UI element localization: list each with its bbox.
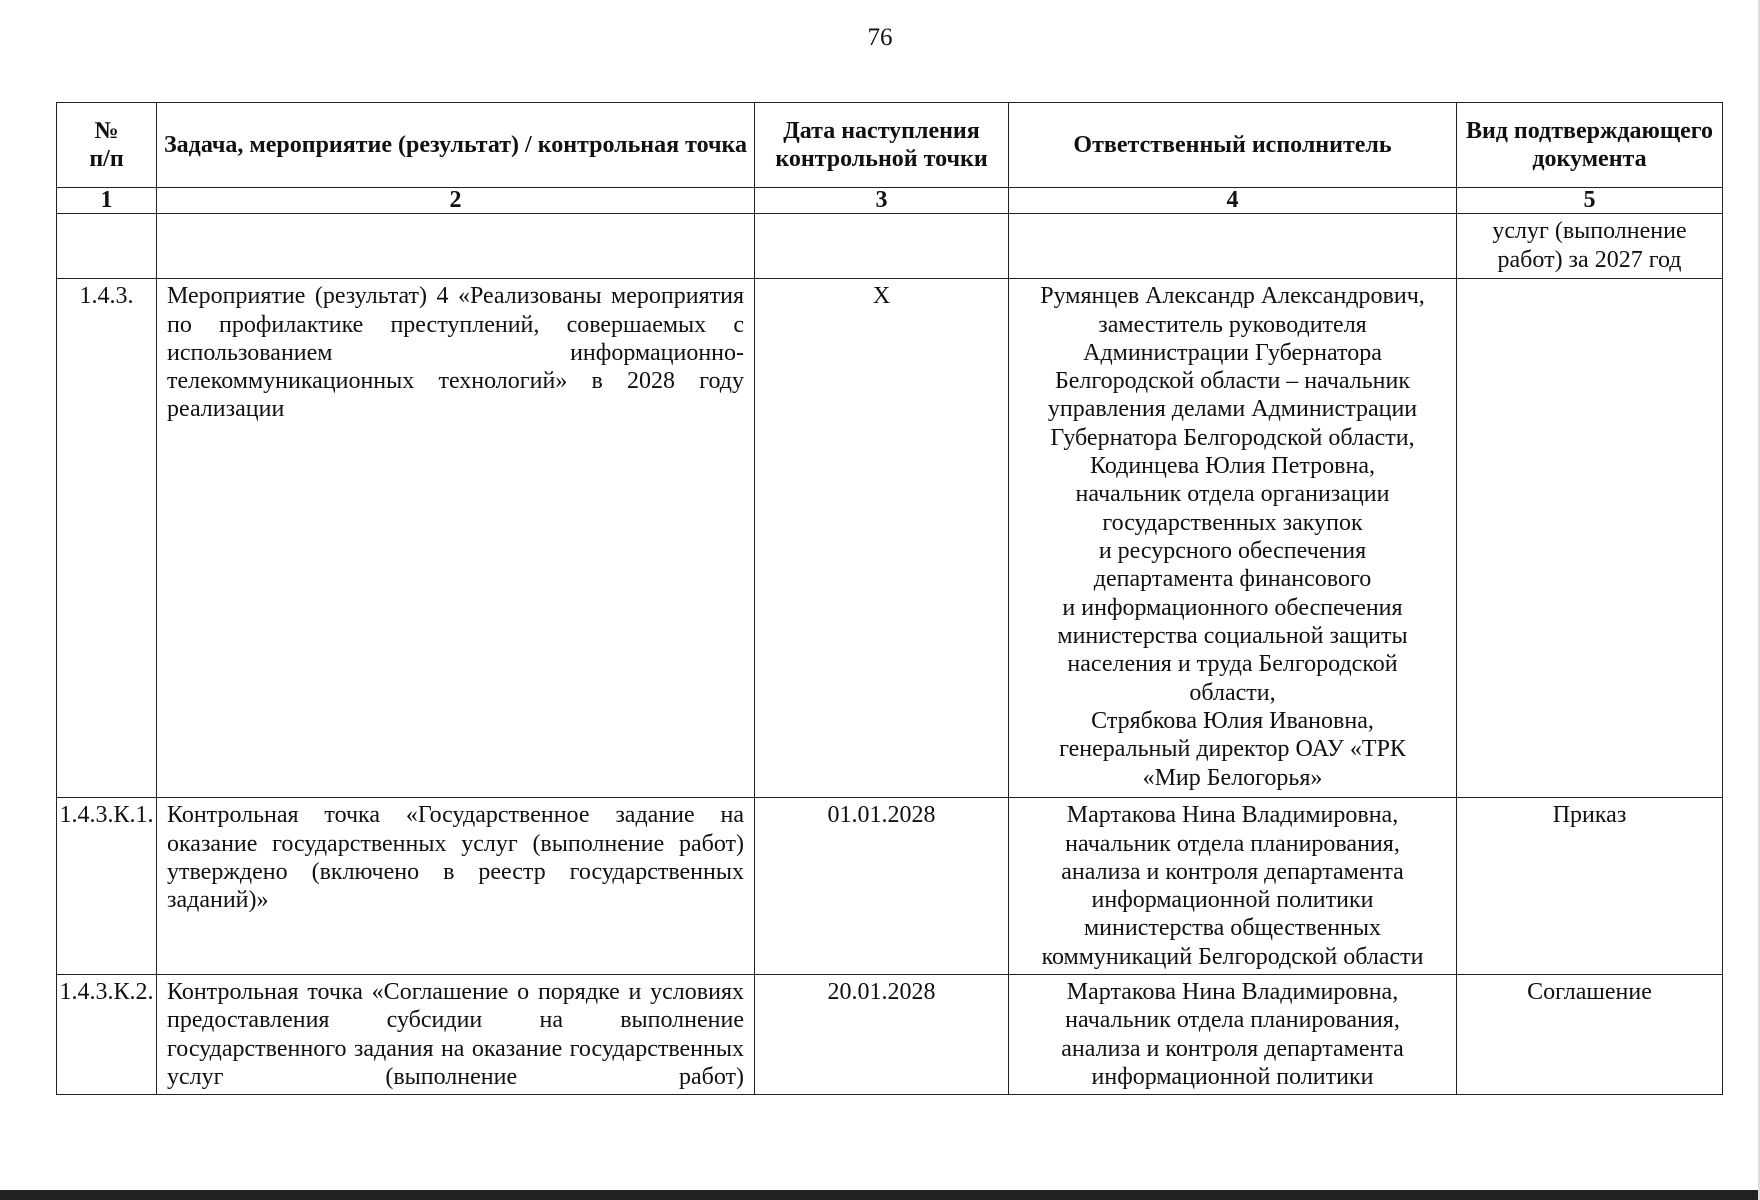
header-responsible: Ответственный исполнитель (1009, 103, 1457, 188)
row-date: X (755, 279, 1009, 798)
row-responsible: Мартакова Нина Владимировна, начальник отдела планирования, анализа и контроля департамента информационной политики министерства общественных коммуникаций Белгородской области (1009, 798, 1457, 975)
row-date: 20.01.2028 (755, 975, 1009, 1095)
header-date: Дата наступления контрольной точки (755, 103, 1009, 188)
table-row (57, 279, 1723, 798)
scan-bottom-edge (0, 1190, 1760, 1200)
row-num (57, 214, 157, 279)
column-number: 3 (755, 188, 1009, 214)
row-num: 1.4.3.К.1. (57, 798, 157, 975)
table-row (57, 975, 1723, 1095)
row-doc-type: Приказ (1457, 798, 1723, 975)
row-task (157, 279, 755, 798)
table-row (57, 798, 1723, 975)
row-doc-type (1457, 279, 1723, 798)
control-points-table (56, 102, 1723, 1095)
row-task-text: Контрольная точка «Соглашение о порядке и условиях предоставления субсидии на выполнение государственного задания на оказание государственных услуг (выполнение работ) (167, 979, 744, 1090)
column-number: 2 (157, 188, 755, 214)
row-task-text: Мероприятие (результат) 4 «Реализованы мероприятия по профилактике преступлений, совершаемых с использованием информационно-телекоммуникационных технологий» в 2028 году реализации (167, 283, 744, 423)
row-num: 1.4.3.К.2. (57, 975, 157, 1095)
row-task (157, 798, 755, 975)
table-header-row (57, 103, 1723, 188)
column-number: 5 (1457, 188, 1723, 214)
table-row (57, 214, 1723, 279)
column-number: 4 (1009, 188, 1457, 214)
header-num: № п/п (57, 103, 157, 188)
row-task (157, 975, 755, 1095)
row-task (157, 214, 755, 279)
row-responsible (1009, 214, 1457, 279)
row-responsible: Румянцев Александр Александрович, заместитель руководителя Администрации Губернатора Белгородской области – начальник управления делами Администрации Губернатора Белгородской области, Кодинцева Юлия Петровна, начальник отдела организации государственных закупок и ресурсного обеспечения департамента финансового и информационного обеспечения министерства социальной защиты населения и труда Белгородской области, Стрябкова Юлия Ивановна, генеральный директор ОАУ «ТРК «Мир Белогорья» (1009, 279, 1457, 798)
header-doc-type: Вид подтверждающего документа (1457, 103, 1723, 188)
row-doc-type: Соглашение (1457, 975, 1723, 1095)
header-task: Задача, мероприятие (результат) / контрольная точка (157, 103, 755, 188)
column-number: 1 (57, 188, 157, 214)
row-date (755, 214, 1009, 279)
column-numbers-row (57, 188, 1723, 214)
row-date: 01.01.2028 (755, 798, 1009, 975)
page-number: 76 (867, 24, 893, 51)
row-doc-type: услуг (выполнение работ) за 2027 год (1457, 214, 1723, 279)
row-task-text: Контрольная точка «Государственное задание на оказание государственных услуг (выполнение работ) утверждено (включено в реестр государственных заданий)» (167, 802, 744, 914)
row-responsible: Мартакова Нина Владимировна, начальник отдела планирования, анализа и контроля департамента информационной политики (1009, 975, 1457, 1095)
row-num: 1.4.3. (57, 279, 157, 798)
